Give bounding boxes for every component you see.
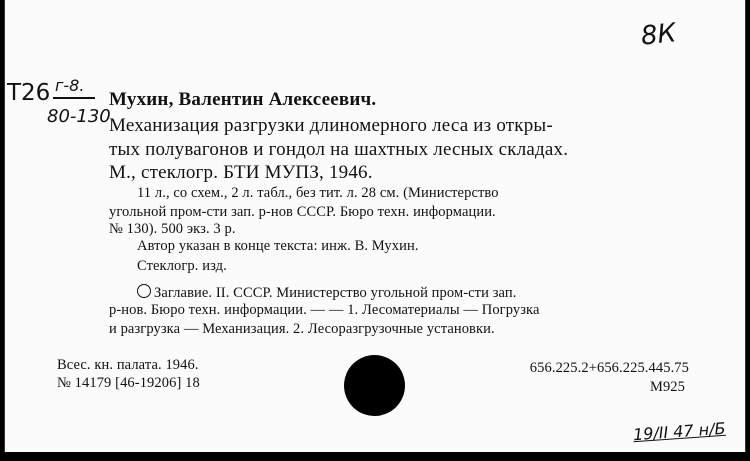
corner-stamp: 8К <box>639 18 678 52</box>
udc-classification: 656.225.2+656.225.445.75 <box>529 360 689 376</box>
call-number-top: г-8. <box>55 76 85 95</box>
call-number-fraction-bar <box>53 97 95 99</box>
tracing-line-1-text: Заглавие. II. СССР. Министерство угольной пром-сти зап. <box>154 285 517 301</box>
note-author: Автор указан в конце текста: инж. В. Мухин. <box>137 238 419 254</box>
tracing-marker-icon <box>137 284 151 298</box>
author-heading: Мухин, Валентин Алексеевич. <box>109 89 377 110</box>
collation-line-2: угольной пром-сти зап. р-нов СССР. Бюро техн. информации. <box>109 204 496 220</box>
chamber-line-1: Всес. кн. палата. 1946. <box>57 357 199 373</box>
handwritten-date: 19/II 47 н/Б <box>632 418 727 445</box>
call-number-prefix: Т26 <box>7 80 51 106</box>
tracing-line-3: и разгрузка — Механизация. 2. Лесоразгрузочные установки. <box>109 321 495 337</box>
collation-line-1: 11 л., со схем., 2 л. табл., без тит. л. 28 см. (Министерство <box>137 185 499 201</box>
tracing-line-1 <box>137 284 516 301</box>
punch-hole <box>344 355 405 416</box>
call-number-bottom: 80-130 <box>47 106 111 127</box>
note-edition: Стеклогр. изд. <box>137 258 227 274</box>
author-mark: М925 <box>649 379 685 395</box>
chamber-line-2: № 14179 [46-19206] 18 <box>57 375 200 391</box>
title-line-3: М., стеклогр. БТИ МУПЗ, 1946. <box>109 162 373 183</box>
tracing-line-2: р-нов. Бюро техн. информации. — — 1. Лесоматериалы — Погрузка <box>109 302 540 318</box>
title-line-2: тых полувагонов и гондол на шахтных лесных складах. <box>109 139 569 160</box>
collation-line-3: № 130). 500 экз. 3 р. <box>109 221 236 237</box>
catalog-card <box>4 0 746 452</box>
title-line-1: Механизация разгрузки длиномерного леса из откры- <box>109 115 553 136</box>
